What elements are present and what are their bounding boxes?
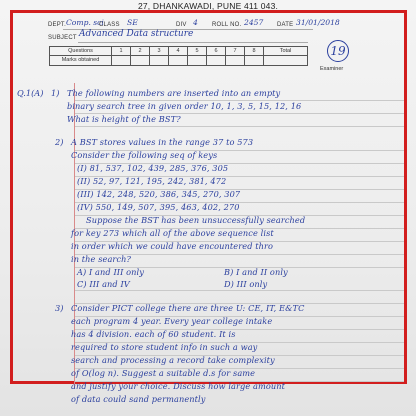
question-2-number: 2) xyxy=(55,137,64,147)
option-a: A) I and III only xyxy=(77,267,144,277)
question-3-line: has 4 division. each of 60 student. It is xyxy=(71,329,236,339)
question-1-line: The following numbers are inserted into an empty xyxy=(67,88,281,98)
question-3-line: Consider PICT college there are three U: CE, IT, E&TC xyxy=(71,303,305,313)
question-2-line: Consider the following seq of keys xyxy=(71,150,218,160)
question-3-line: of O(log n). Suggest a suitable d.s for same xyxy=(71,368,256,378)
question-3-line: each program 4 year. Every year college intake xyxy=(71,316,273,326)
question-2-line: for key 273 which all of the above sequence list xyxy=(71,228,274,238)
question-2-line: A BST stores values in the range 37 to 573 xyxy=(71,137,254,147)
option-c: C) III and IV xyxy=(77,279,130,289)
dept-value: Comp. sci xyxy=(66,18,104,27)
question-2-line: in order which we could have encountered thro xyxy=(71,241,274,251)
ruled-line xyxy=(74,290,404,291)
question-col-7: 7 xyxy=(226,47,245,56)
sequence-III: (III) 142, 248, 520, 386, 345, 270, 307 xyxy=(77,189,241,199)
total-col: Total xyxy=(264,47,308,56)
question-1-line: binary search tree in given order 10, 1, 3, 5, 15, 12, 16 xyxy=(67,101,302,111)
institute-address: 27, DHANKAWADI, PUNE 411 043. xyxy=(137,1,279,11)
dept-label: DEPT. xyxy=(48,22,67,28)
ruled-line xyxy=(74,126,404,127)
subject-label: SUBJECT xyxy=(48,35,77,41)
examiner-label: Examiner xyxy=(320,66,344,72)
roll-label: ROLL NO. xyxy=(212,22,242,28)
question-1-line: What is height of the BST? xyxy=(67,114,181,124)
sequence-IV: (IV) 550, 149, 507, 395, 463, 402, 270 xyxy=(77,202,240,212)
option-d: D) III only xyxy=(224,279,268,289)
roll-value: 2457 xyxy=(244,18,264,27)
question-3-line: and justify your choice. Discuss how large amount xyxy=(71,381,286,391)
question-2-line: in the search? xyxy=(71,254,131,264)
score-circle: 19 xyxy=(327,40,349,62)
question-col-2: 2 xyxy=(131,47,150,56)
subject-underline xyxy=(78,42,308,43)
question-3-line: required to store student info in such a way xyxy=(71,342,258,352)
question-col-8: 8 xyxy=(245,47,264,56)
sequence-II: (II) 52, 97, 121, 195, 242, 381, 472 xyxy=(77,176,227,186)
questions-header: Questions xyxy=(50,47,112,56)
marks-obtained-label: Marks obtained xyxy=(50,56,112,66)
option-b: B) I and II only xyxy=(224,267,288,277)
marks-table xyxy=(49,46,308,66)
sequence-I: (I) 81, 537, 102, 439, 285, 376, 305 xyxy=(77,163,229,173)
question-1-number: 1) xyxy=(51,88,60,98)
div-value: 4 xyxy=(193,18,198,27)
margin-question-number: Q.1(A) xyxy=(17,88,44,98)
question-3-line: search and processing a record take complexity xyxy=(71,355,275,365)
class-value: SE xyxy=(127,18,138,27)
date-value: 31/01/2018 xyxy=(296,18,340,27)
question-col-6: 6 xyxy=(207,47,226,56)
question-col-4: 4 xyxy=(169,47,188,56)
subject-value: Advanced Data structure xyxy=(79,29,194,39)
date-label: DATE xyxy=(277,22,294,28)
question-col-3: 3 xyxy=(150,47,169,56)
div-label: DIV xyxy=(176,22,187,28)
question-col-1: 1 xyxy=(112,47,131,56)
class-label: CLASS xyxy=(99,22,120,28)
question-3-line: of data could sand permanently xyxy=(71,394,206,404)
question-2-line: Suppose the BST has been unsuccessfully searched xyxy=(86,215,306,225)
question-3-number: 3) xyxy=(55,303,64,313)
question-col-5: 5 xyxy=(188,47,207,56)
